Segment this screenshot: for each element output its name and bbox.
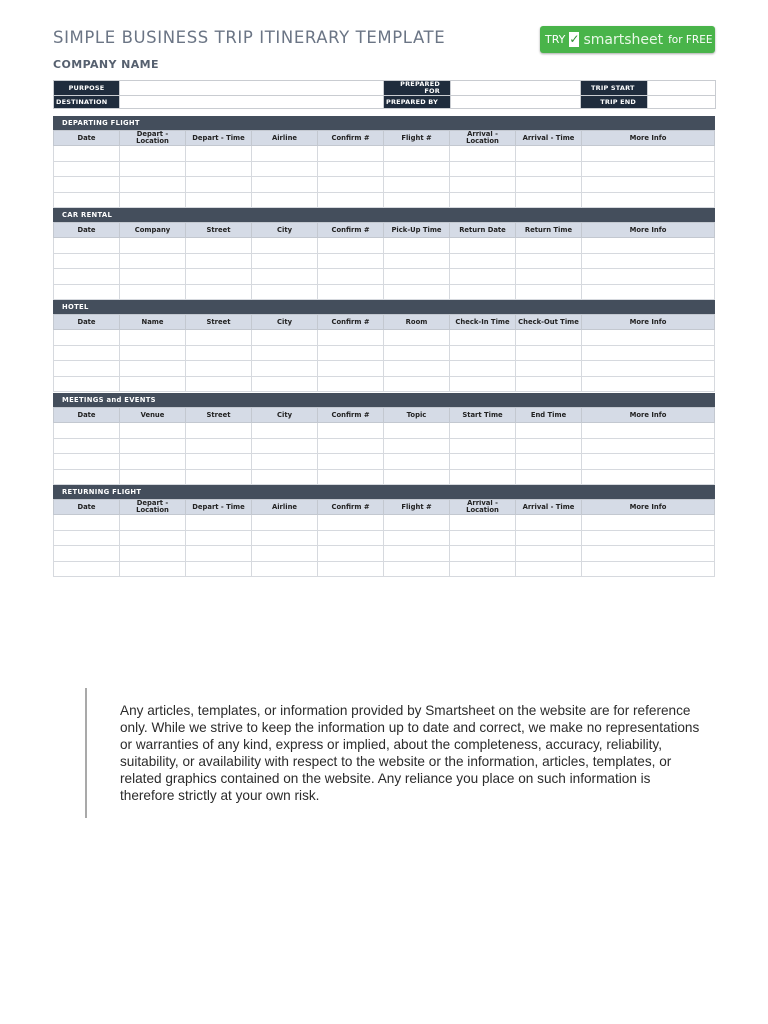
section-table <box>53 499 715 577</box>
prepared-for-field[interactable] <box>451 81 581 96</box>
table-row <box>54 561 715 577</box>
column-header: Depart - Time <box>186 500 252 515</box>
column-header: Airline <box>252 131 318 146</box>
checkmark-icon: ✓ <box>569 32 580 46</box>
column-header: Date <box>54 131 120 146</box>
column-header: Confirm # <box>318 223 384 238</box>
purpose-field[interactable] <box>120 81 384 96</box>
table-row <box>54 423 715 439</box>
column-header: Arrival - Location <box>450 500 516 515</box>
section-car-rental <box>53 208 715 300</box>
table-row <box>54 376 715 392</box>
column-header: More Info <box>582 315 715 330</box>
trip-start-label: TRIP START <box>581 81 648 96</box>
column-header: Flight # <box>384 131 450 146</box>
column-header: Depart - Location <box>120 500 186 515</box>
prepared-by-label: PREPARED BY <box>384 96 451 109</box>
column-header: Arrival - Location <box>450 131 516 146</box>
column-header: Check-Out Time <box>516 315 582 330</box>
section-table <box>53 314 715 392</box>
destination-field[interactable] <box>120 96 384 109</box>
column-header: More Info <box>582 408 715 423</box>
try-smartsheet-button[interactable] <box>540 26 726 53</box>
section-title: CAR RENTAL <box>53 208 715 222</box>
column-header: Check-In Time <box>450 315 516 330</box>
table-row <box>54 546 715 562</box>
column-header: Return Time <box>516 223 582 238</box>
section-title: RETURNING FLIGHT <box>53 485 715 499</box>
try-label: TRY <box>545 33 566 46</box>
column-header: Date <box>54 223 120 238</box>
column-header: Depart - Location <box>120 131 186 146</box>
table-row <box>54 469 715 485</box>
column-header: Confirm # <box>318 500 384 515</box>
section-hotel <box>53 300 715 392</box>
table-row <box>54 192 715 208</box>
purpose-label: PURPOSE <box>54 81 120 96</box>
section-title: DEPARTING FLIGHT <box>53 116 715 130</box>
column-header: More Info <box>582 500 715 515</box>
column-header: More Info <box>582 223 715 238</box>
table-row <box>54 330 715 346</box>
column-header: Depart - Time <box>186 131 252 146</box>
column-header: Pick-Up Time <box>384 223 450 238</box>
column-header: Company <box>120 223 186 238</box>
column-header: City <box>252 408 318 423</box>
table-row <box>54 530 715 546</box>
section-title: MEETINGS and EVENTS <box>53 393 715 407</box>
section-table <box>53 407 715 485</box>
table-row <box>54 284 715 300</box>
column-header: Date <box>54 315 120 330</box>
column-header: City <box>252 223 318 238</box>
trip-info-table <box>53 80 716 109</box>
trip-end-label: TRIP END <box>581 96 648 109</box>
section-meetings-events <box>53 393 715 485</box>
column-header: End Time <box>516 408 582 423</box>
table-row <box>54 361 715 377</box>
table-row <box>54 454 715 470</box>
disclaimer-text: Any articles, templates, or information provided by Smartsheet on the website are for reference only. While we strive to keep the information up to date and correct, we make no representations or warranties of any kind, express or implied, about the completeness, accuracy, reliability, suitability, or availability with respect to the website or the information, articles, templates, or related graphics contained on the website. Any reliance you place on such information is therefore strictly at your own risk. <box>85 688 705 818</box>
column-header: Venue <box>120 408 186 423</box>
trip-end-field[interactable] <box>648 96 716 109</box>
section-returning-flight <box>53 485 715 577</box>
company-name: COMPANY NAME <box>53 58 159 71</box>
column-header: Street <box>186 315 252 330</box>
column-header: Topic <box>384 408 450 423</box>
column-header: Arrival - Time <box>516 500 582 515</box>
section-table <box>53 222 715 300</box>
table-row <box>54 345 715 361</box>
table-row <box>54 238 715 254</box>
column-header: Confirm # <box>318 408 384 423</box>
column-header: Return Date <box>450 223 516 238</box>
column-header: Name <box>120 315 186 330</box>
pointer-hand-icon: ☚ <box>715 33 726 46</box>
column-header: Confirm # <box>318 315 384 330</box>
column-header: Street <box>186 408 252 423</box>
column-header: Flight # <box>384 500 450 515</box>
prepared-by-field[interactable] <box>451 96 581 109</box>
table-row <box>54 177 715 193</box>
column-header: Street <box>186 223 252 238</box>
destination-label: DESTINATION <box>54 96 120 109</box>
trip-start-field[interactable] <box>648 81 716 96</box>
section-title: HOTEL <box>53 300 715 314</box>
table-row <box>54 438 715 454</box>
column-header: Date <box>54 500 120 515</box>
section-table <box>53 130 715 208</box>
table-row <box>54 253 715 269</box>
table-row <box>54 269 715 285</box>
column-header: Airline <box>252 500 318 515</box>
column-header: More Info <box>582 131 715 146</box>
column-header: Arrival - Time <box>516 131 582 146</box>
table-row <box>54 146 715 162</box>
column-header: Confirm # <box>318 131 384 146</box>
column-header: City <box>252 315 318 330</box>
prepared-for-label: PREPARED FOR <box>384 81 451 96</box>
smartsheet-logo-text: smartsheet <box>583 31 664 48</box>
section-departing-flight <box>53 116 715 208</box>
table-row <box>54 515 715 531</box>
column-header: Date <box>54 408 120 423</box>
page-title: SIMPLE BUSINESS TRIP ITINERARY TEMPLATE <box>53 28 446 47</box>
column-header: Room <box>384 315 450 330</box>
for-free-label: for FREE <box>668 33 713 46</box>
table-row <box>54 161 715 177</box>
column-header: Start Time <box>450 408 516 423</box>
